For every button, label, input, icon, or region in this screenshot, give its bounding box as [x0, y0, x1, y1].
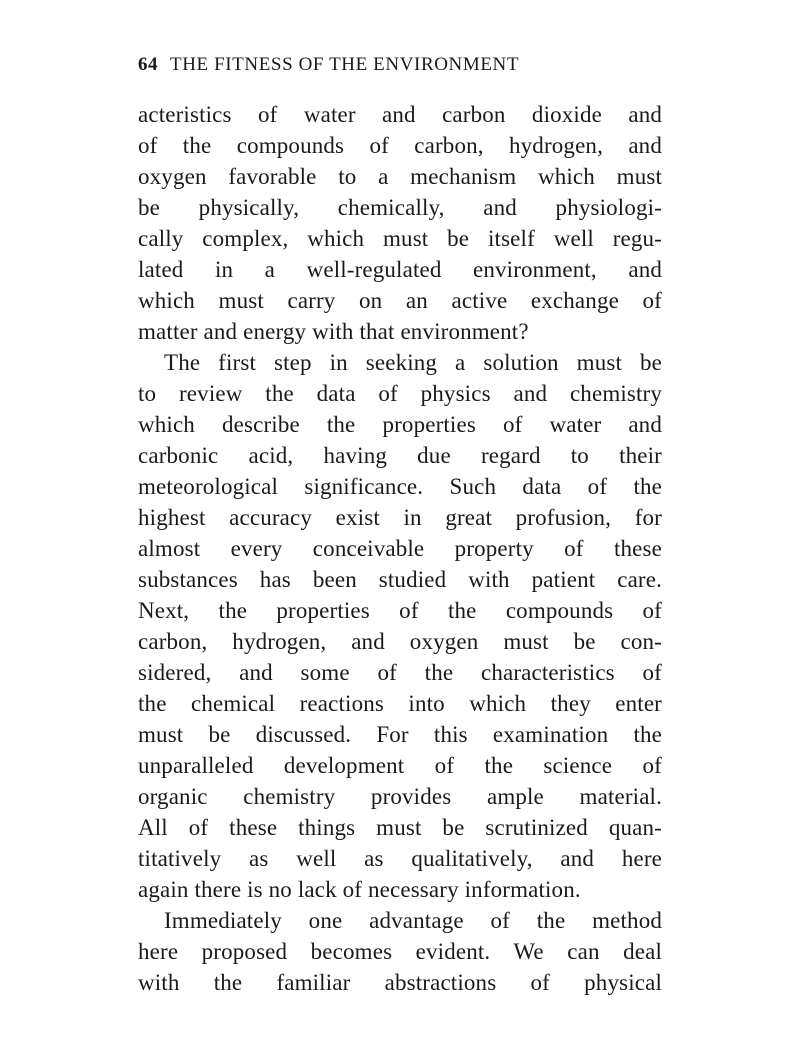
- text-line: the chemical reactions into which they enter: [138, 691, 662, 716]
- text-line: matter and energy with that environment?: [138, 319, 529, 344]
- text-line: meteorological significance. Such data of the: [138, 474, 662, 499]
- text-line: which describe the properties of water and: [138, 412, 662, 437]
- text-line: must be discussed. For this examination the: [138, 722, 662, 747]
- body-text: [138, 99, 662, 998]
- running-title: THE FITNESS OF THE ENVIRONMENT: [170, 54, 520, 75]
- text-line: highest accuracy exist in great profusion, for: [138, 505, 662, 530]
- text-line: sidered, and some of the characteristics of: [138, 660, 662, 685]
- paragraph-start-line: The first step in seeking a solution must be: [164, 350, 662, 375]
- text-line: All of these things must be scrutinized quan-: [138, 815, 662, 840]
- text-line: to review the data of physics and chemistry: [138, 381, 662, 406]
- page-number: 64: [138, 54, 158, 75]
- text-line: almost every conceivable property of these: [138, 536, 662, 561]
- text-line: carbon, hydrogen, and oxygen must be con-: [138, 629, 662, 654]
- text-line: unparalleled development of the science of: [138, 753, 662, 778]
- text-line: of the compounds of carbon, hydrogen, and: [138, 133, 662, 158]
- text-line: Next, the properties of the compounds of: [138, 598, 662, 623]
- text-line: again there is no lack of necessary information.: [138, 877, 581, 902]
- text-line: acteristics of water and carbon dioxide and: [138, 102, 662, 127]
- text-line: carbonic acid, having due regard to their: [138, 443, 662, 468]
- text-line: cally complex, which must be itself well regu-: [138, 226, 662, 251]
- text-line: lated in a well-regulated environment, and: [138, 257, 662, 282]
- text-line: with the familiar abstractions of physical: [138, 970, 662, 995]
- running-head: [138, 50, 663, 80]
- text-line: organic chemistry provides ample material.: [138, 784, 662, 809]
- paragraph-start-line: Immediately one advantage of the method: [164, 908, 662, 933]
- text-line: be physically, chemically, and physiologi-: [138, 195, 662, 220]
- text-line: here proposed becomes evident. We can deal: [138, 939, 662, 964]
- text-line: substances has been studied with patient care.: [138, 567, 662, 592]
- text-line: titatively as well as qualitatively, and here: [138, 846, 662, 871]
- text-line: which must carry on an active exchange of: [138, 288, 662, 313]
- text-line: oxygen favorable to a mechanism which must: [138, 164, 662, 189]
